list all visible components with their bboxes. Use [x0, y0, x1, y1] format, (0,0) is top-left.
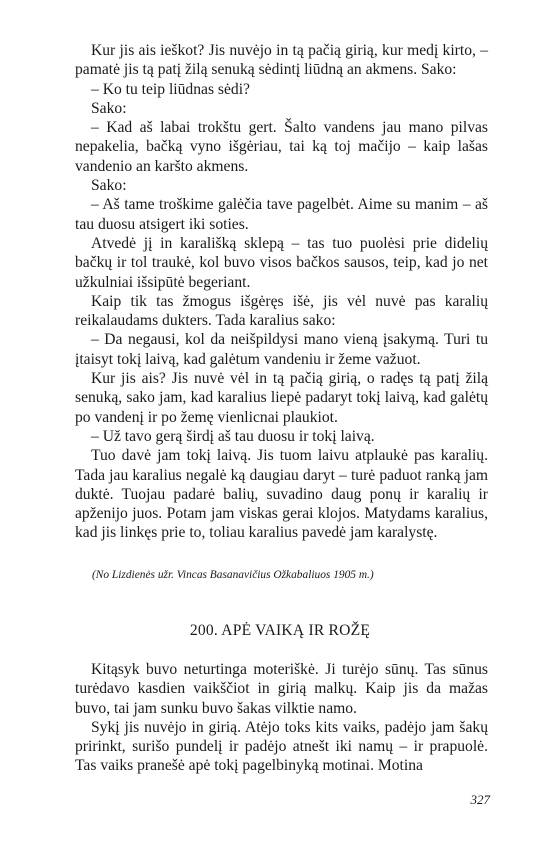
paragraph: Kitąsyk buvo neturtinga moteriškė. Ji turėjo sūnų. Tas sūnus turėdavo kasdien vaikščiot in girią malkų. Kaip jis da mažas buvo, tai jam sunku buvo šakas vilktie namo. — [75, 661, 488, 717]
source-note: (No Lizdienės užr. Vincas Basanavičius Ožkabaliuos 1905 m.) — [92, 569, 374, 581]
paragraph: – Aš tame troškime galėčia tave pagelbėt. Aime su manim – aš tau duosu atsigert iki soties. — [75, 196, 488, 233]
paragraph: – Kad aš labai trokštu gert. Šalto vandens jau mano pilvas nepakelia, bačką vyno išgėriau, tai ką toj mačijo – kaip lašas vandenio an karšto akmens. — [75, 119, 488, 175]
paragraph: Kur jis ais ieškot? Jis nuvėjo in tą pačią girią, kur medį kirto, – pamatė jis tą patį žilą senuką sėdintį liūdną an akmens. Sako: — [75, 42, 488, 79]
paragraph: Tuo davė jam tokį laivą. Jis tuom laivu atplaukė pas karalių. Tada jau karalius negalė ką daugiau daryt – turė paduot ranką jam duktė. Tuojau padarė balių, suvadino daug ponų ir karalių ir apženijo juos. Potam jam viskas gerai klojos. Matydams karalius, kad jis linkęs prie to, toliau karalius pavedė jam karalystę. — [75, 447, 488, 542]
paragraph: – Ko tu teip liūdnas sėdi? — [91, 80, 250, 98]
paragraph: – Už tavo gerą širdį aš tau duosu ir tokį laivą. — [91, 427, 375, 445]
paragraph: Atvedė jį in karališką sklepą – tas tuo puolėsi prie didelių bačkų ir tol traukė, kol buvo visos bačkos sausos, teip, kad jo net užkulniai išsipūtė begeriant. — [75, 234, 488, 291]
paragraph: Sykį jis nuvėjo in girią. Atėjo toks kits vaiks, padėjo jam šakų pririnkt, surišo pundelį ir padėjo atnešt iki namų – ir prapuolė. Tas vaiks pranešė apė tokį pagelbinyką motinai. Motina — [75, 718, 488, 775]
page-number: 327 — [470, 792, 490, 807]
paragraph: Kaip tik tas žmogus išgėręs išė, jis vėl nuvė pas karalių reikalaudams dukters. Tada karalius sako: — [75, 292, 488, 330]
story-199-ending — [75, 41, 488, 543]
paragraph: – Da negausi, kol da neišpildysi mano vieną įsakymą. Turi tu įtaisyt tokį laivą, kad galėtum vandeniu ir žeme važuot. — [75, 331, 488, 368]
paragraph: Sako: — [91, 177, 127, 195]
story-200-beginning — [75, 660, 488, 776]
paragraph: Kur jis ais? Jis nuvė vėl in tą pačią girią, o radęs tą patį žilą senuką, sako jam, kad karalius liepė padaryt tokį laivą, kad galėtų po vandenį ir po žemę vienliсnai plaukiot. — [75, 370, 488, 426]
story-title: 200. APĖ VAIKĄ IR ROŽĘ — [189, 622, 371, 639]
paragraph: Sako: — [91, 99, 127, 117]
